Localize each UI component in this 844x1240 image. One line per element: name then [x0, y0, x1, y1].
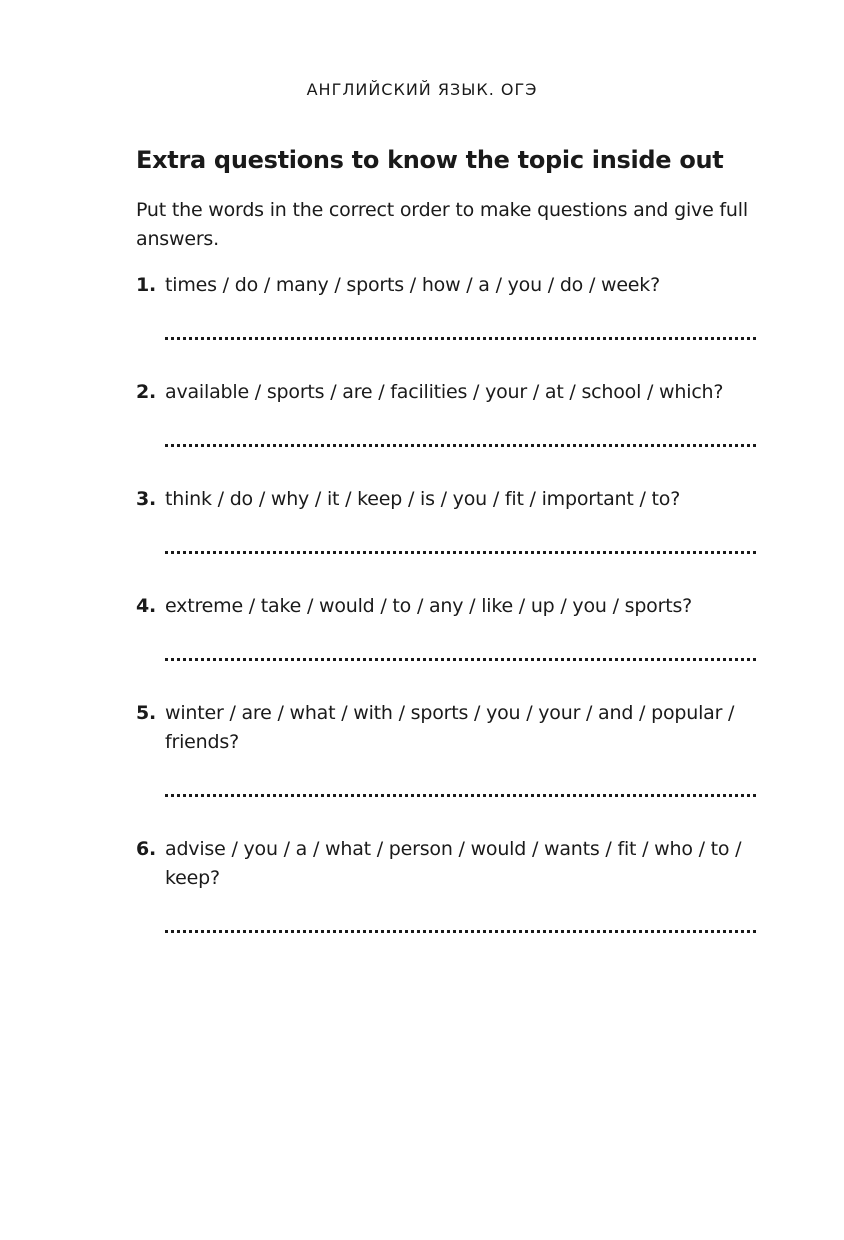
task-item	[136, 271, 756, 300]
task-item	[136, 699, 756, 757]
task-text: extreme / take / would / to / any / like / up / you / sports?	[165, 595, 693, 617]
answer-line[interactable]	[165, 794, 756, 797]
answer-line[interactable]	[165, 337, 756, 340]
task-text: winter / are / what / with / sports / you / your / and / popular / friends?	[165, 702, 735, 753]
task-text: times / do / many / sports / how / a / you / do / week?	[165, 274, 660, 296]
task-number: 1.	[136, 274, 157, 296]
task-item	[136, 835, 756, 893]
task-number: 6.	[136, 838, 157, 860]
answer-line[interactable]	[165, 551, 756, 554]
running-header: АНГЛИЙСКИЙ ЯЗЫК. ОГЭ	[306, 80, 538, 99]
answer-line[interactable]	[165, 930, 756, 933]
instructions: Put the words in the correct order to make questions and give full answers.	[136, 199, 748, 250]
task-item	[136, 592, 756, 621]
task-text: advise / you / a / what / person / would / wants / fit / who / to / keep?	[165, 838, 742, 889]
task-number: 4.	[136, 595, 157, 617]
answer-line[interactable]	[165, 658, 756, 661]
section-title: Extra questions to know the topic inside out	[136, 146, 724, 174]
task-number: 3.	[136, 488, 157, 510]
answer-line[interactable]	[165, 444, 756, 447]
task-number: 2.	[136, 381, 157, 403]
exercise-section	[136, 142, 756, 971]
task-text: think / do / why / it / keep / is / you / fit / important / to?	[165, 488, 681, 510]
task-item	[136, 485, 756, 514]
task-number: 5.	[136, 702, 157, 724]
task-text: available / sports / are / facilities / your / at / school / which?	[165, 381, 724, 403]
task-item	[136, 378, 756, 407]
